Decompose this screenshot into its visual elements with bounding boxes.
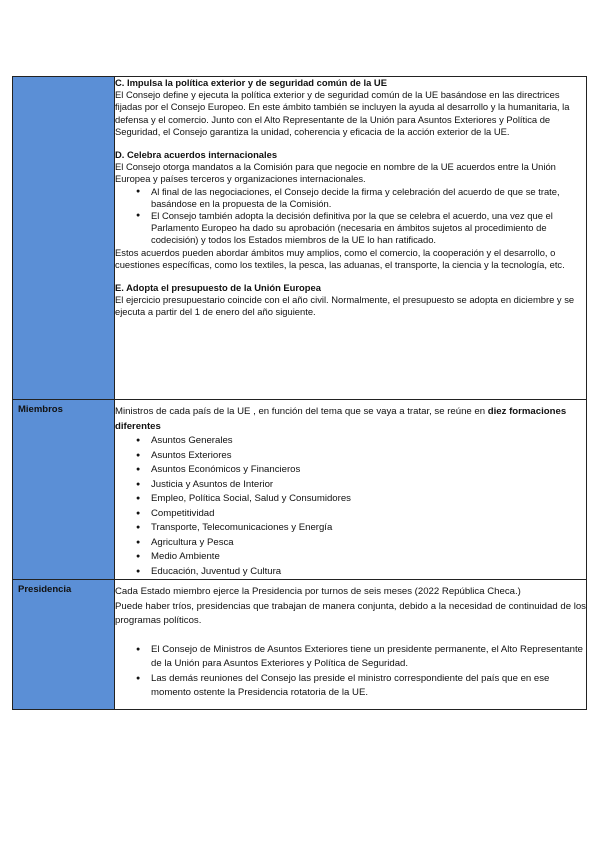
section-d-intro: El Consejo otorga mandatos a la Comisión para que negocie en nombre de la UE acuerdos entre la Unión Europea y países terceros y organizaciones internacionales. xyxy=(115,161,556,185)
row-label-members: Miembros xyxy=(18,404,63,415)
list-item: ● Las demás reuniones del Consejo las preside el ministro correspondiente del país que en ese momento ostente la Presidencia rotatoria de la UE. xyxy=(151,672,586,701)
section-c-title: C. Impulsa la política exterior y de seguridad común de la UE xyxy=(115,77,387,88)
list-item: ● El Consejo de Ministros de Asuntos Exteriores tiene un presidente permanente, el Alto Representante de la Unión para Asuntos Exteriores y Política de Seguridad. xyxy=(151,643,586,672)
members-content-cell xyxy=(115,400,587,580)
list-item: ● El Consejo también adopta la decisión definitiva por la que se celebra el acuerdo, una vez que el Parlamento Europeo ha dado su aprobación (necesaria en ámbitos sujetos al procedimiento de codecisión) y todos los Estados miembros de la UE lo han ratificado. xyxy=(151,210,586,247)
row-label-cell xyxy=(13,400,115,580)
table-row-presidency xyxy=(13,580,587,710)
members-intro-bold: diez formaciones diferentes xyxy=(115,406,567,432)
list-item: ● Agricultura y Pesca xyxy=(151,536,586,551)
list-item: ● Justicia y Asuntos de Interior xyxy=(151,478,586,493)
functions-content-cell xyxy=(115,77,587,400)
list-item: ● Empleo, Política Social, Salud y Consumidores xyxy=(151,492,586,507)
table-row-members xyxy=(13,400,587,580)
section-d-title: D. Celebra acuerdos internacionales xyxy=(115,149,278,161)
presidency-paragraph-1: Cada Estado miembro ejerce la Presidencia por turnos de seis meses (2022 República Checa.) xyxy=(115,586,521,597)
list-item: ● Asuntos Exteriores xyxy=(151,449,586,464)
row-label-presidency: Presidencia xyxy=(18,584,72,595)
members-intro xyxy=(115,405,586,434)
members-intro-text: Ministros de cada país de la UE , en función del tema que se vaya a tratar, se reúne en xyxy=(115,406,486,417)
section-c-body: El Consejo define y ejecuta la política exterior y de seguridad común de la UE basándose en las directrices fijadas por el Consejo Europeo. En este ámbito también se incluyen la ayuda al desarrollo y la humanitaria, la defensa y el comercio. Junto con el Alto Representante de la Unión para Asuntos Exteriores y Política de Seguridad, el Consejo garantiza la unidad, coherencia y eficacia de la acción exterior de la UE. xyxy=(115,89,570,137)
list-item: ● Asuntos Generales xyxy=(151,434,586,449)
list-item: ● Educación, Juventud y Cultura xyxy=(151,565,586,580)
list-item: ● Asuntos Económicos y Financieros xyxy=(151,463,586,478)
row-label-cell xyxy=(13,580,115,710)
council-configurations-list xyxy=(115,434,586,579)
section-d-bullets xyxy=(115,186,586,247)
presidency-bullets xyxy=(115,643,586,701)
list-item: ● Al final de las negociaciones, el Consejo decide la firma y celebración del acuerdo de que se trate, basándose en la propuesta de la Comisión. xyxy=(151,186,586,210)
section-e-body: El ejercicio presupuestario coincide con el año civil. Normalmente, el presupuesto se adopta en diciembre y se ejecuta a partir del 1 de enero del año siguiente. xyxy=(115,294,575,318)
row-label xyxy=(13,77,114,81)
section-d-outro: Estos acuerdos pueden abordar ámbitos muy amplios, como el comercio, la cooperación y el desarrollo, o cuestiones específicas, como los textiles, la pesca, las aduanas, el transporte, la ciencia y la tecnología, etc. xyxy=(115,246,565,270)
list-item: ● Transporte, Telecomunicaciones y Energía xyxy=(151,521,586,536)
section-e-title: E. Adopta el presupuesto de la Unión Europea xyxy=(115,282,321,294)
list-item: ● Medio Ambiente xyxy=(151,550,586,565)
presidency-content-cell xyxy=(115,580,587,710)
council-info-table xyxy=(12,76,587,710)
row-label-cell xyxy=(13,77,115,400)
table-row-functions xyxy=(13,77,587,400)
presidency-paragraph-2: Puede haber tríos, presidencias que trabajan de manera conjunta, debido a la necesidad de continuidad de los programas políticos. xyxy=(115,600,586,626)
list-item: ● Competitividad xyxy=(151,507,586,522)
